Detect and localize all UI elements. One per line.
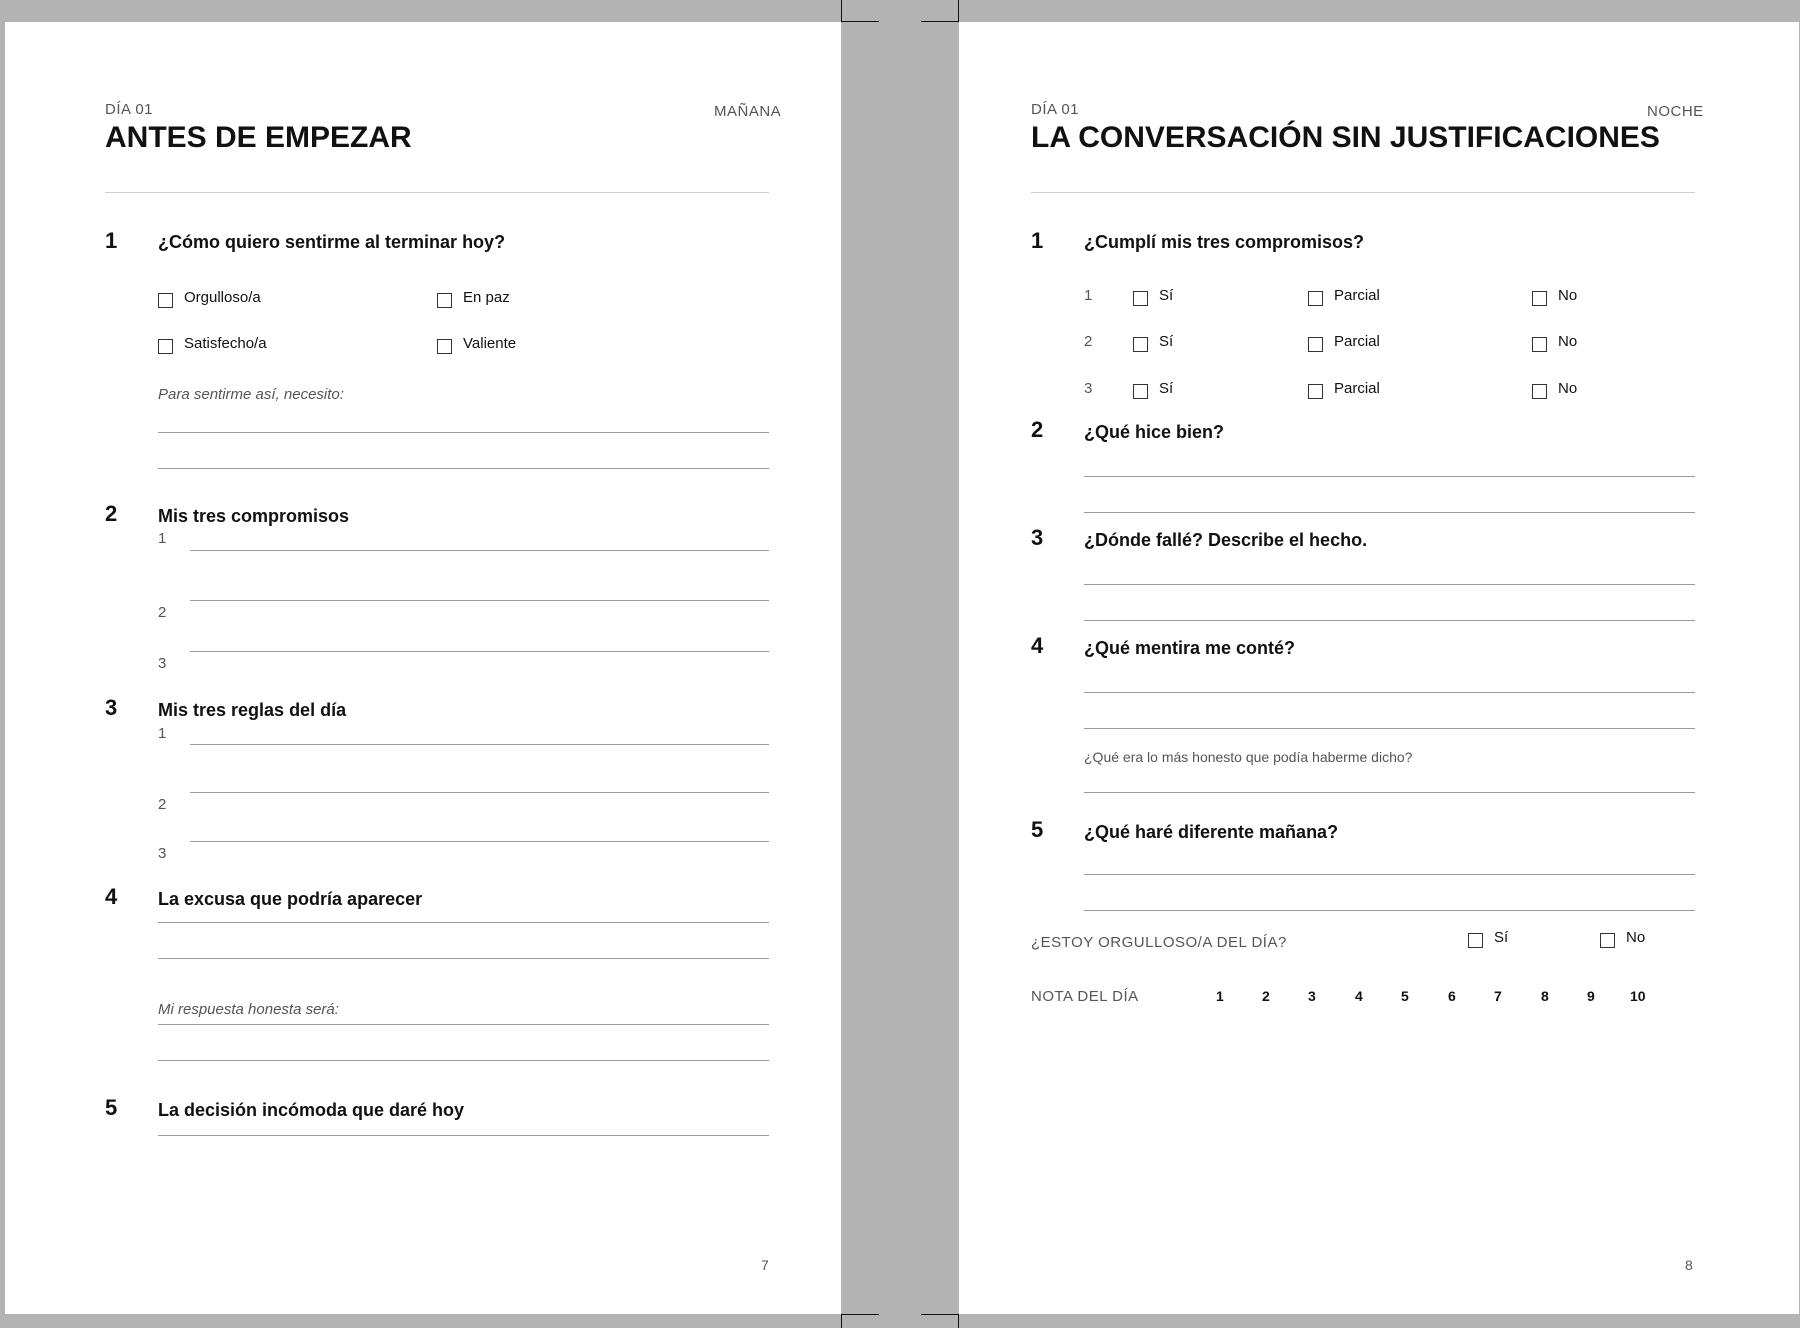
writing-line[interactable] <box>1084 792 1695 793</box>
option-label: En paz <box>463 289 510 306</box>
score-option-3[interactable]: 3 <box>1308 988 1316 1004</box>
option-label: Sí <box>1494 929 1509 946</box>
row-number: 1 <box>1084 287 1093 304</box>
option-label: Parcial <box>1334 333 1380 350</box>
question-number: 3 <box>1031 525 1044 550</box>
option-label: Sí <box>1159 287 1174 304</box>
question-hint: ¿Qué era lo más honesto que podía haberme dicho? <box>1084 749 1413 765</box>
question-text: La decisión incómoda que daré hoy <box>158 1100 465 1120</box>
question-number: 3 <box>105 695 118 720</box>
time-of-day-label: MAÑANA <box>714 103 782 120</box>
item-number: 3 <box>158 655 167 672</box>
proud-question: ¿ESTOY ORGULLOSO/A DEL DÍA? <box>1031 934 1287 951</box>
item-number: 1 <box>158 530 167 547</box>
option-label: Valiente <box>463 335 517 352</box>
writing-line[interactable] <box>1084 512 1695 513</box>
crop-mark <box>921 21 959 22</box>
question-text: ¿Qué haré diferente mañana? <box>1084 822 1339 842</box>
crop-mark <box>841 21 879 22</box>
writing-line[interactable] <box>1084 728 1695 729</box>
question-text: La excusa que podría aparecer <box>158 889 423 909</box>
page-title: ANTES DE EMPEZAR <box>105 121 412 154</box>
question-text: ¿Qué mentira me conté? <box>1084 638 1296 658</box>
writing-line[interactable] <box>1084 476 1695 477</box>
question-number: 2 <box>105 501 118 526</box>
writing-line[interactable] <box>190 841 769 842</box>
page-number: 8 <box>1685 1257 1693 1273</box>
option-label: No <box>1558 333 1578 350</box>
crop-mark <box>841 1314 879 1315</box>
score-option-8[interactable]: 8 <box>1541 988 1549 1004</box>
question-text: Mis tres reglas del día <box>158 700 347 720</box>
writing-line[interactable] <box>158 1060 769 1061</box>
question-hint: Mi respuesta honesta será: <box>158 1001 339 1018</box>
option-label: Parcial <box>1334 287 1380 304</box>
crop-mark <box>921 1314 959 1315</box>
checkbox-proud-no[interactable] <box>1600 933 1615 948</box>
question-number: 1 <box>105 228 118 253</box>
checkbox-proud[interactable] <box>158 293 173 308</box>
writing-line[interactable] <box>190 600 769 601</box>
crop-mark <box>958 0 959 22</box>
crop-mark <box>841 0 842 22</box>
writing-line[interactable] <box>1084 692 1695 693</box>
score-option-1[interactable]: 1 <box>1216 988 1224 1004</box>
page-night <box>959 22 1799 1314</box>
item-number: 2 <box>158 796 167 813</box>
question-text: ¿Qué hice bien? <box>1084 422 1225 442</box>
writing-line[interactable] <box>1084 584 1695 585</box>
checkbox-proud-yes[interactable] <box>1468 933 1483 948</box>
checkbox-no[interactable] <box>1532 384 1547 399</box>
writing-line[interactable] <box>158 958 769 959</box>
option-label: Parcial <box>1334 380 1380 397</box>
day-label: DÍA 01 <box>105 101 154 118</box>
writing-line[interactable] <box>1084 874 1695 875</box>
page-morning <box>5 22 841 1314</box>
score-option-10[interactable]: 10 <box>1630 988 1646 1004</box>
crop-mark <box>958 1314 959 1328</box>
option-label: No <box>1558 380 1578 397</box>
checkbox-partial[interactable] <box>1308 337 1323 352</box>
score-option-9[interactable]: 9 <box>1587 988 1595 1004</box>
writing-line[interactable] <box>190 792 769 793</box>
row-number: 3 <box>1084 380 1093 397</box>
writing-line[interactable] <box>158 432 769 433</box>
option-label: No <box>1626 929 1646 946</box>
writing-line[interactable] <box>158 468 769 469</box>
page-title: LA CONVERSACIÓN SIN JUSTIFICACIONES <box>1031 121 1660 154</box>
score-option-7[interactable]: 7 <box>1494 988 1502 1004</box>
time-of-day-label: NOCHE <box>1647 103 1704 120</box>
question-text: ¿Cómo quiero sentirme al terminar hoy? <box>158 232 506 252</box>
option-label: Sí <box>1159 380 1174 397</box>
day-label: DÍA 01 <box>1031 101 1080 118</box>
question-text: ¿Cumplí mis tres compromisos? <box>1084 232 1365 252</box>
header-divider <box>105 192 769 193</box>
question-number: 5 <box>1031 817 1044 842</box>
score-option-4[interactable]: 4 <box>1355 988 1363 1004</box>
question-text: Mis tres compromisos <box>158 506 350 526</box>
option-label: Sí <box>1159 333 1174 350</box>
checkbox-yes[interactable] <box>1133 291 1148 306</box>
item-number: 1 <box>158 725 167 742</box>
checkbox-no[interactable] <box>1532 291 1547 306</box>
writing-line[interactable] <box>158 1024 769 1025</box>
question-number: 1 <box>1031 228 1044 253</box>
checkbox-brave[interactable] <box>437 339 452 354</box>
row-number: 2 <box>1084 333 1093 350</box>
score-label: NOTA DEL DÍA <box>1031 988 1139 1005</box>
writing-line[interactable] <box>190 651 769 652</box>
writing-line[interactable] <box>1084 910 1695 911</box>
checkbox-yes[interactable] <box>1133 337 1148 352</box>
score-option-2[interactable]: 2 <box>1262 988 1270 1004</box>
checkbox-partial[interactable] <box>1308 384 1323 399</box>
checkbox-no[interactable] <box>1532 337 1547 352</box>
question-text: ¿Dónde fallé? Describe el hecho. <box>1084 530 1368 550</box>
question-number: 5 <box>105 1095 118 1120</box>
question-hint: Para sentirme así, necesito: <box>158 386 344 403</box>
item-number: 3 <box>158 845 167 862</box>
item-number: 2 <box>158 604 167 621</box>
checkbox-peace[interactable] <box>437 293 452 308</box>
question-number: 4 <box>105 884 118 909</box>
checkbox-satisfied[interactable] <box>158 339 173 354</box>
checkbox-yes[interactable] <box>1133 384 1148 399</box>
question-number: 4 <box>1031 633 1044 658</box>
question-number: 2 <box>1031 417 1044 442</box>
option-label: No <box>1558 287 1578 304</box>
checkbox-partial[interactable] <box>1308 291 1323 306</box>
writing-line[interactable] <box>190 550 769 551</box>
option-label: Satisfecho/a <box>184 335 267 352</box>
page-number: 7 <box>761 1257 769 1273</box>
score-option-6[interactable]: 6 <box>1448 988 1456 1004</box>
crop-mark <box>841 1314 842 1328</box>
option-label: Orgulloso/a <box>184 289 261 306</box>
header-divider <box>1031 192 1695 193</box>
writing-line[interactable] <box>1084 620 1695 621</box>
writing-line[interactable] <box>190 744 769 745</box>
score-option-5[interactable]: 5 <box>1401 988 1409 1004</box>
writing-line[interactable] <box>158 922 769 923</box>
writing-line[interactable] <box>158 1135 769 1136</box>
